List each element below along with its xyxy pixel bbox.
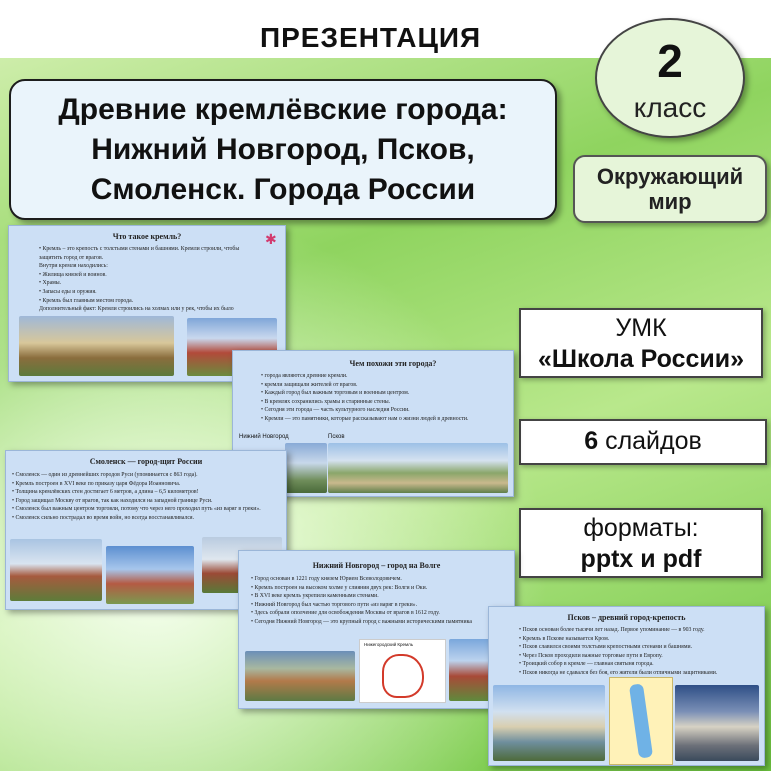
slide-5-item: • Псков славился своими толстыми крепостными стенами и башнями. [519,644,693,651]
kremlin-painting-photo [19,316,174,376]
title-box [9,79,557,220]
slide-4-item: • Кремль построен на высоком холме у слияния двух рек: Волги и Оки. [251,584,428,591]
grade-number: 2 [657,35,683,87]
slide-1-item: Внутри кремля находились: [39,263,108,270]
formats-list: pptx и pdf [580,545,702,573]
slide-1-item: • Кремль был главным местом города. [39,297,134,304]
slide-4-item: • Город основан в 1221 году князем Юрием Всеволодовичем. [251,576,402,582]
grade-word: класс [633,92,707,123]
slide-4-item: • Сегодня Нижний Новгород — это крупный город с важными историческими памятника [251,618,472,625]
slide-5-item: • Псков основан более тысячи лет назад. Первое упоминание — в 903 году. [519,627,705,633]
slide-2-list [261,372,506,424]
slide-5-item: • Через Псков проходили важные торговые пути в Европу. [519,652,663,659]
umk-box [519,308,763,378]
umk-label: УМК [615,314,667,342]
slide-thumb-4 [238,550,515,709]
slide-4-list [251,575,509,627]
kremlin-wall-outline [382,654,424,698]
slide-3-item: • Смоленск был важным центром торговли, потому что через него проходил путь «из варяг в греки». [12,506,261,513]
pskov-map [609,677,673,765]
slide-5-title: Псков – древний город-крепость [567,613,686,622]
slide-4-item: • Нижний Новгород был частью торгового пути «из варяг в греки». [251,601,418,608]
formats-label: форматы: [583,514,699,542]
slide-3-item: • Город защищал Москву от врагов, так как находился на западной границе Руси. [12,497,213,504]
slide-1-list [39,245,249,322]
kremlin-map-label: Нижегородский Кремль [364,642,414,647]
slide-1-item: • Жилища князей и воинов. [39,271,107,278]
smolensk-tower-photo [106,546,194,604]
slide-3-list [12,471,280,523]
slides-count-box [519,419,767,465]
slide-3-item: • Толщина кремлёвских стен достигает 6 метров, а длина – 6,5 километров! [12,489,199,496]
slide-3-item: • Смоленск сильно пострадал во время войн, но всегда восстанавливался. [12,514,195,521]
slide-2-label-right: Псков [328,434,345,440]
title-line-3: Смоленск. Города России [90,172,476,206]
slide-4-item: • Здесь собрали ополчение для освобождения Москвы от врагов в 1612 году. [251,610,440,617]
slide-2-item: • кремли защищали жителей от врагов. [261,381,358,388]
slide-1-item: • Кремль – это крепость с толстыми стенами и башнями. Кремли строили, чтобы защитить город от врагов. [39,246,240,261]
umk-program: «Школа России» [537,345,745,373]
slides-number: 6 [584,427,599,455]
pskov-kremlin-photo [493,685,605,761]
slide-2-item: • Сегодня эти города — часть культурного наследия России. [261,407,410,414]
smolensk-wall-photo [10,539,102,601]
nizhny-novgorod-photo [285,443,327,493]
snowflake-icon: ✱ [265,233,277,248]
slides-word: слайдов [605,427,702,455]
slide-2-title: Чем похожи эти города? [349,359,437,368]
title-line-1: Древние кремлёвские города: [58,92,508,126]
slide-2-item: • В кремлях сохранились храмы и старинные стены. [261,398,391,405]
slide-3-item: • Смоленск — один из древнейших городов Руси (упоминается с 863 года). [12,472,198,478]
slide-1-item: Дополнительный факт: Кремли строились на холмах или у рек, чтобы их было [39,306,234,313]
slide-4-title: Нижний Новгород – город на Волге [312,561,441,570]
subject-badge [573,155,767,223]
slide-5-list [519,626,759,678]
slide-5-item: • Троицкий собор в кремле — главная святыня города. [519,661,654,668]
pskov-photo [328,443,508,493]
slide-5-item: • Псков никогда не сдавался без боя, его жители были отличными защитниками. [519,669,718,676]
slide-2-label-left: Нижний Новгород [239,434,289,440]
nizhny-aerial-photo [245,651,355,701]
presentation-label: ПРЕЗЕНТАЦИЯ [260,22,482,53]
slide-3-title: Смоленск — город-щит России [89,457,203,466]
slide-2-item: • Каждый город был важным торговым и военным центром. [261,390,410,397]
slide-1-item: • Запасы еды и оружия. [39,288,97,295]
subject-line-2: мир [648,189,692,214]
slide-2-item: • Кремли — это памятники, которые рассказывают нам о жизни людей в древности. [261,415,469,422]
title-line-2: Нижний Новгород, Псков, [91,132,475,166]
slide-1-title: Что такое кремль? [112,232,182,241]
slide-3-item: • Кремль построен в XVI веке по приказу царя Фёдора Иоанновича. [12,480,181,487]
slide-5-item: • Кремль в Пскове называется Кром. [519,635,610,642]
kremlin-map [359,639,446,703]
pskov-cathedral-photo [675,685,759,761]
subject-line-1: Окружающий [596,164,744,189]
pskov-river-shape [629,683,653,758]
slide-thumb-5 [488,606,765,766]
grade-badge [595,18,745,138]
slide-4-item: • В XVI веке кремль укрепили каменными стенами. [251,593,379,600]
formats-box [519,508,763,578]
slide-2-item: • города являются древние кремли. [261,373,348,379]
slide-1-item: • Храмы. [39,280,62,287]
